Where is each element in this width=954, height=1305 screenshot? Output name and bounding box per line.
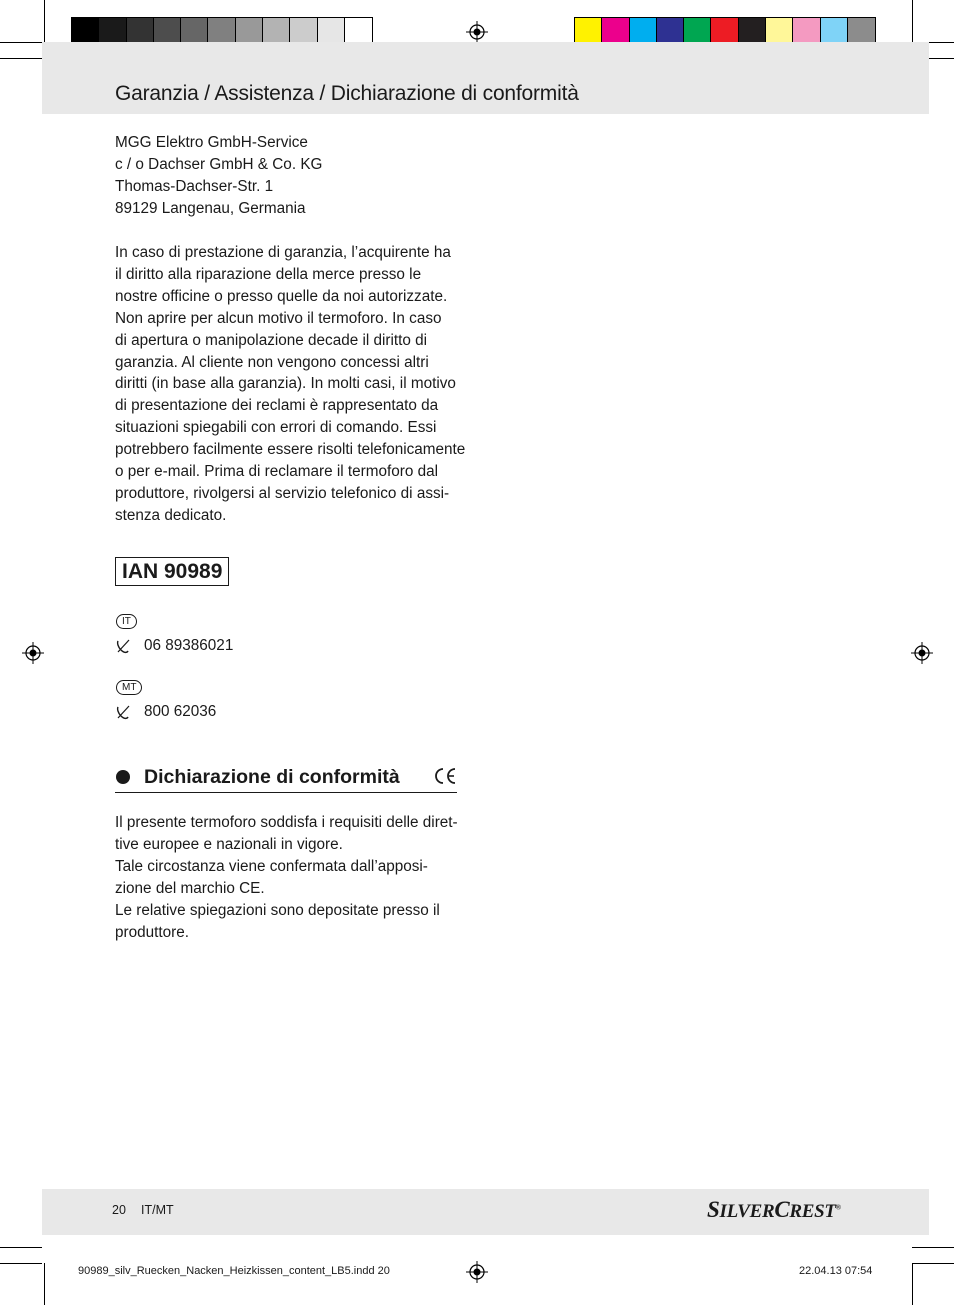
phone-icon (115, 638, 131, 654)
country-badge-mt: MT (116, 680, 142, 695)
text-line: zione del marchio CE. (115, 879, 265, 897)
brand-logo: SILVERCREST® (707, 1197, 841, 1222)
text-line: stenza dedicato. (115, 506, 227, 524)
text-line: Il presente termoforo soddisfa i requisiti delle diret- (115, 814, 458, 831)
text-line: garanzia. Al cliente non vengono concessi altri (115, 353, 429, 371)
address-line: MGG Elektro GmbH-Service (115, 134, 308, 151)
phone-number: 06 89386021 (144, 637, 234, 654)
print-slug-date: 22.04.13 07:54 (799, 1265, 873, 1277)
text-line: produttore, rivolgersi al servizio telefonico di assi- (115, 484, 450, 502)
phone-icon (115, 704, 131, 720)
crop-mark (0, 1263, 42, 1264)
text-line: In caso di prestazione di garanzia, l’acquirente ha (115, 244, 451, 261)
crop-mark (912, 1263, 913, 1305)
address-line: c / o Dachser GmbH & Co. KG (115, 155, 323, 173)
ce-mark-icon (434, 767, 458, 785)
phone-number: 800 62036 (144, 703, 217, 720)
address-line: Thomas-Dachser-Str. 1 (115, 177, 274, 195)
text-line: Non aprire per alcun motivo il termoforo. In caso (115, 309, 442, 327)
section-heading-conformity (115, 764, 457, 793)
print-slug-filename: 90989_silv_Ruecken_Nacken_Heizkissen_content_LB5.indd 20 (78, 1265, 390, 1277)
locale-label: IT/MT (141, 1203, 174, 1217)
registration-mark-icon (911, 642, 933, 664)
registration-mark-icon (22, 642, 44, 664)
registration-mark-icon (466, 21, 488, 43)
address-line: 89129 Langenau, Germania (115, 199, 306, 217)
bullet-icon (116, 770, 130, 784)
text-line: diritti (in base alla garanzia). In molti casi, il motivo (115, 375, 456, 393)
crop-mark (44, 0, 45, 42)
crop-mark (912, 0, 913, 42)
crop-mark (0, 42, 42, 43)
text-line: di presentazione dei reclami è rappresentato da (115, 397, 439, 415)
text-line: situazioni spiegabili con errori di comando. Essi (115, 419, 437, 437)
country-badge-it: IT (116, 614, 137, 629)
page-title: Garanzia / Assistenza / Dichiarazione di conformità (115, 82, 579, 105)
crop-mark (912, 1263, 954, 1264)
text-line: produttore. (115, 923, 189, 941)
text-line: di apertura o manipolazione decade il diritto di (115, 331, 428, 349)
text-line: il diritto alla riparazione della merce presso le (115, 265, 422, 283)
page-number: 20 (112, 1203, 126, 1217)
text-line: Le relative spiegazioni sono depositate presso il (115, 901, 440, 919)
text-line: tive europee e nazionali in vigore. (115, 835, 343, 853)
text-line: nostre officine o presso quelle da noi autorizzate. (115, 287, 448, 305)
crop-mark (44, 1263, 45, 1305)
ian-number-box: IAN 90989 (115, 557, 229, 586)
conformity-paragraph (115, 812, 475, 943)
crop-mark (912, 1247, 954, 1248)
text-line: Tale circostanza viene confermata dall’apposi- (115, 857, 428, 875)
service-address (115, 132, 475, 220)
crop-mark (0, 1247, 42, 1248)
section-title: Dichiarazione di conformità (144, 766, 400, 788)
warranty-paragraph (115, 242, 475, 527)
registration-mark-icon (466, 1261, 488, 1283)
crop-mark (0, 58, 42, 59)
text-line: potrebbero facilmente essere risolti telefonicamente (115, 441, 466, 459)
text-line: o per e-mail. Prima di reclamare il termoforo dal (115, 463, 439, 481)
